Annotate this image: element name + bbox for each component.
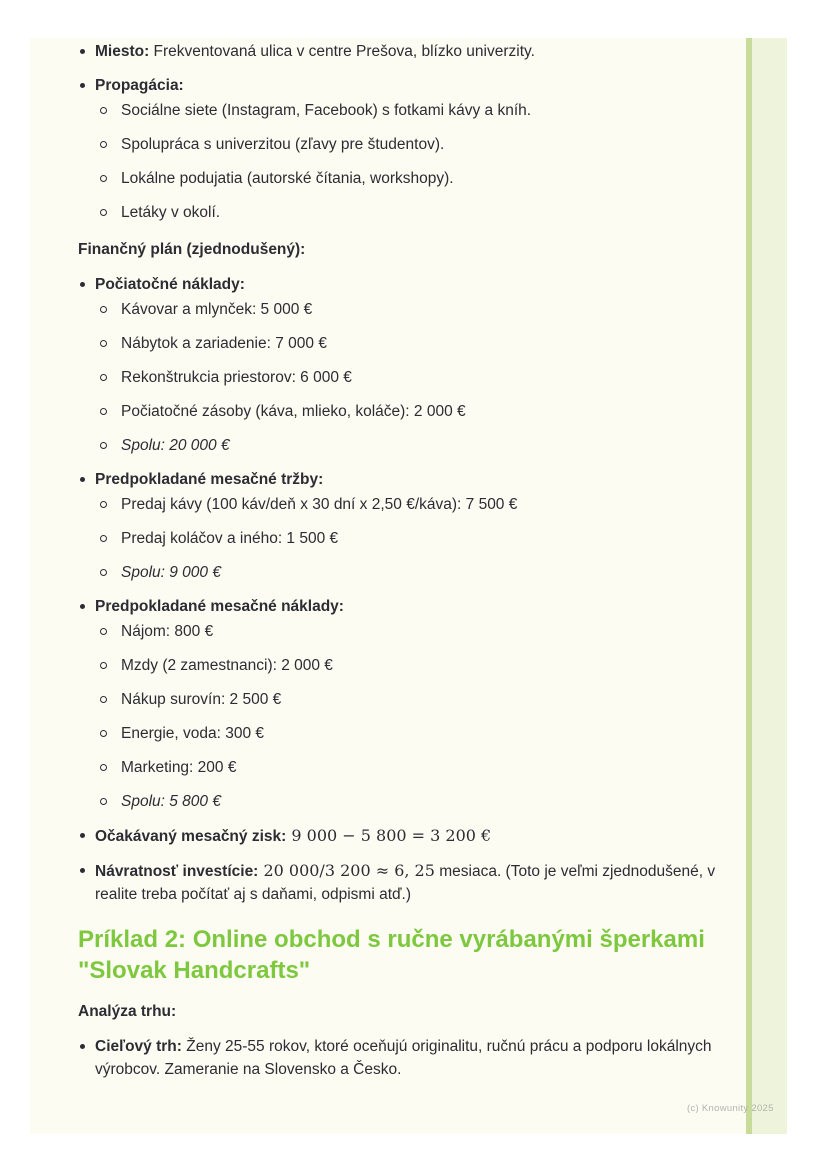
sub-list-item-total xyxy=(100,561,723,584)
sub-list-item-text: Kávovar a mlynček: 5 000 € xyxy=(121,301,313,318)
monthly-costs-sub-list xyxy=(95,620,723,813)
sub-list-item-text: Sociálne siete (Instagram, Facebook) s fotkami kávy a kníh. xyxy=(121,102,532,119)
sub-list-item xyxy=(100,654,723,677)
document-content xyxy=(78,40,723,1092)
sub-list-item xyxy=(100,400,723,423)
financial-plan-heading: Finančný plán (zjednodušený): xyxy=(78,241,306,258)
analysis-heading: Analýza trhu: xyxy=(78,1003,177,1020)
financial-bullet-list xyxy=(78,273,723,906)
list-item-label: Počiatočné náklady: xyxy=(95,276,245,293)
sub-list-item-text: Mzdy (2 zamestnanci): 2 000 € xyxy=(121,657,333,674)
sub-list-item-text: Predaj kávy (100 káv/deň x 30 dní x 2,50 €/káva): 7 500 € xyxy=(121,496,518,513)
list-item-label: Návratnosť investície: xyxy=(95,863,259,880)
roi-formula: 20 000/3 200 ≈ 6, 25 xyxy=(258,861,435,880)
profit-formula: 9 000 − 5 800 = 3 200 € xyxy=(286,826,492,845)
list-item-label: Cieľový trh: xyxy=(95,1038,182,1055)
sub-list-item-total-text: Spolu: 9 000 € xyxy=(121,564,221,581)
propagacia-sub-list xyxy=(95,99,723,224)
list-item-propagacia xyxy=(78,74,723,224)
list-item-profit xyxy=(78,824,723,848)
sub-list-item-total-text: Spolu: 5 800 € xyxy=(121,793,221,810)
list-item-monthly-costs xyxy=(78,595,723,813)
document-page xyxy=(30,38,787,1134)
list-item-roi xyxy=(78,859,723,906)
list-item-miesto xyxy=(78,40,723,63)
copyright-watermark: (c) Knowunity 2025 xyxy=(687,1103,774,1114)
sub-list-item xyxy=(100,298,723,321)
monthly-revenue-sub-list xyxy=(95,493,723,584)
sub-list-item xyxy=(100,201,723,224)
list-item-label: Miesto: xyxy=(95,43,150,60)
list-item-text: Ženy 25-55 rokov, ktoré oceňujú originalitu, ručnú prácu a podporu lokálnych výrobcov. Zameranie na Slovensko a Česko. xyxy=(95,1038,712,1078)
sub-list-item xyxy=(100,756,723,779)
sub-list-item-text: Nákup surovín: 2 500 € xyxy=(121,691,282,708)
list-item-label: Predpokladané mesačné tržby: xyxy=(95,471,324,488)
sub-list-item-text: Nájom: 800 € xyxy=(121,623,214,640)
sub-list-item-total-text: Spolu: 20 000 € xyxy=(121,437,230,454)
sub-list-item xyxy=(100,620,723,643)
sub-list-item xyxy=(100,688,723,711)
sub-list-item-text: Energie, voda: 300 € xyxy=(121,725,265,742)
sub-list-item xyxy=(100,99,723,122)
roi-text: mesiaca. (Toto je veľmi zjednodušené, v realite treba počítať aj s daňami, odpismi atď.) xyxy=(95,863,716,903)
list-item-label: Predpokladané mesačné náklady: xyxy=(95,598,344,615)
list-item-target-market xyxy=(78,1035,723,1081)
sub-list-item xyxy=(100,527,723,550)
list-item-initial-costs xyxy=(78,273,723,457)
page-edge-green-bar xyxy=(746,38,787,1134)
top-bullet-list xyxy=(78,40,723,224)
sub-list-item-text: Nábytok a zariadenie: 7 000 € xyxy=(121,335,327,352)
sub-list-item-text: Počiatočné zásoby (káva, mlieko, koláče): 2 000 € xyxy=(121,403,466,420)
sub-list-item xyxy=(100,366,723,389)
sub-list-item-text: Spolupráca s univerzitou (zľavy pre študentov). xyxy=(121,136,445,153)
sub-list-item xyxy=(100,493,723,516)
list-item-text: Frekventovaná ulica v centre Prešova, blízko univerzity. xyxy=(149,43,535,60)
list-item-label: Propagácia: xyxy=(95,77,184,94)
sub-list-item-text: Rekonštrukcia priestorov: 6 000 € xyxy=(121,369,352,386)
initial-costs-sub-list xyxy=(95,298,723,457)
analysis-bullet-list xyxy=(78,1035,723,1081)
sub-list-item xyxy=(100,167,723,190)
sub-list-item-text: Lokálne podujatia (autorské čítania, workshopy). xyxy=(121,170,454,187)
example2-heading: Príklad 2: Online obchod s ručne vyrábanými šperkami "Slovak Handcrafts" xyxy=(78,926,705,984)
sub-list-item-text: Letáky v okolí. xyxy=(121,204,221,221)
sub-list-item-total xyxy=(100,790,723,813)
sub-list-item-text: Predaj koláčov a iného: 1 500 € xyxy=(121,530,339,547)
list-item-label: Očakávaný mesačný zisk: xyxy=(95,828,287,845)
sub-list-item xyxy=(100,722,723,745)
sub-list-item-total xyxy=(100,434,723,457)
list-item-monthly-revenue xyxy=(78,468,723,584)
sub-list-item-text: Marketing: 200 € xyxy=(121,759,237,776)
sub-list-item xyxy=(100,332,723,355)
sub-list-item xyxy=(100,133,723,156)
